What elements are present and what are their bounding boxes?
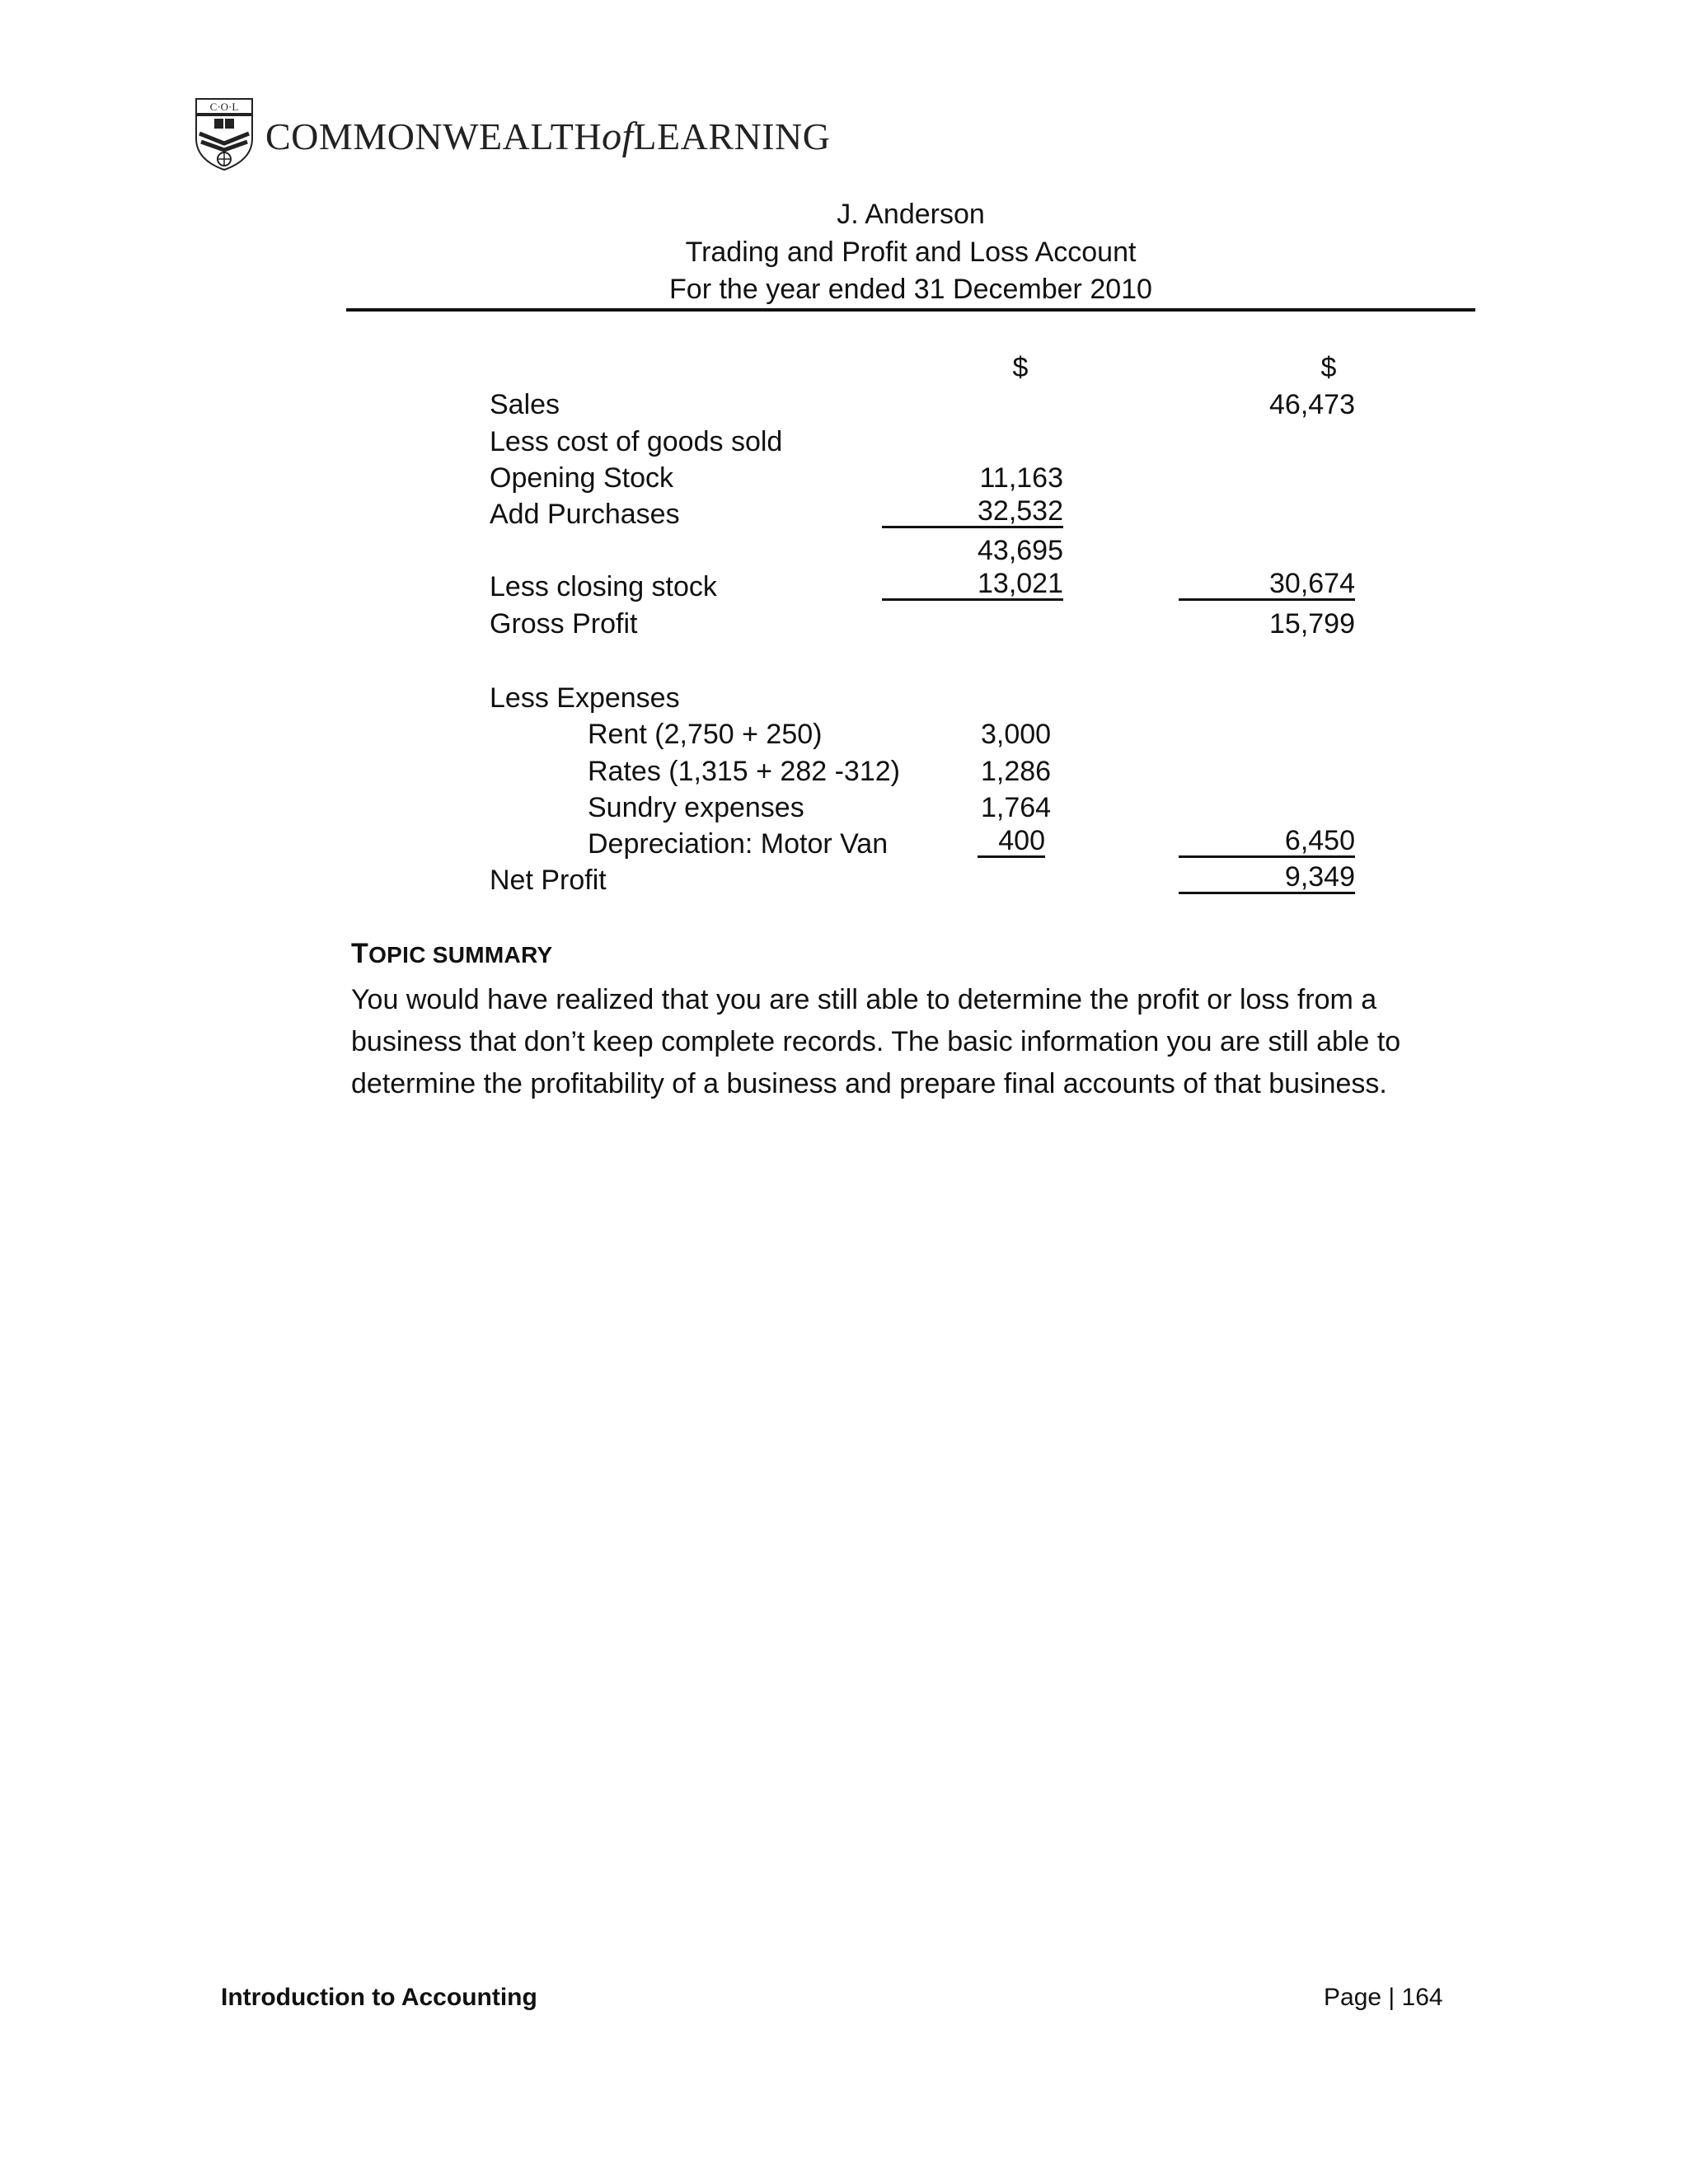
row-label: Less closing stock [490,571,717,602]
row-label: Gross Profit [490,608,638,640]
logo-wordmark: COMMONWEALTHofLEARNING [265,115,831,158]
col2-value: 46,473 [1269,389,1355,420]
commonwealth-of-learning-logo [195,97,831,171]
row-label: Net Profit [490,865,607,896]
col2-value: 30,674 [1179,569,1355,601]
row-label: Rent (2,750 + 250) [588,719,823,750]
row-label: Less Expenses [490,682,680,714]
row-subtotal [0,532,1688,569]
col1-value: 32,532 [882,496,1063,528]
row-depreciation [0,826,1688,862]
row-gross-profit [0,606,1688,642]
row-opening-stock [0,460,1688,496]
row-label: Sales [490,389,560,420]
row-sales [0,387,1688,423]
currency-col2: $ [1320,352,1337,383]
row-label: Depreciation: Motor Van [588,828,889,860]
col-shield-icon [195,97,254,171]
row-label: Add Purchases [490,499,680,530]
topic-summary-heading: TOPIC SUMMARY [351,938,553,969]
col1-value: 43,695 [978,535,1063,566]
row-rates [0,753,1688,790]
col1-value: 1,286 [981,756,1052,787]
row-label: Less cost of goods sold [490,426,783,457]
row-label: Rates (1,315 + 282 -312) [588,756,900,787]
currency-col1: $ [1012,352,1029,383]
row-rent [0,716,1688,752]
row-net-profit [0,862,1688,898]
svg-text:C·O·L: C·O·L [209,101,239,113]
footer-course-title: Introduction to Accounting [221,1984,537,2011]
row-sundry [0,790,1688,826]
col1-value: 11,163 [979,462,1063,494]
row-less-cogs [0,424,1688,460]
col1-value: 400 [978,826,1045,858]
row-less-expenses [0,680,1688,716]
statement-period: For the year ended 31 December 2010 [669,274,1152,305]
row-label: Sundry expenses [588,792,804,823]
col1-value: 3,000 [981,719,1052,750]
footer-page-number: Page | 164 [1324,1984,1443,2011]
heading-rule [346,308,1475,312]
row-closing-stock [0,569,1688,605]
col1-value: 1,764 [981,792,1052,823]
col2-value: 6,450 [1179,826,1355,858]
topic-summary-text: You would have realized that you are still able to determine the profit or loss from a business that don’t keep complete records. The basic information you are still able to determine the profitability of a business and prepare final accounts of that business. [351,984,1401,1099]
statement-title: Trading and Profit and Loss Account [685,237,1137,268]
row-label: Opening Stock [490,462,674,494]
col2-value: 9,349 [1179,862,1355,894]
currency-header-row [0,349,1688,386]
business-name: J. Anderson [837,199,985,230]
col2-value: 15,799 [1269,608,1355,640]
row-add-purchases [0,496,1688,532]
col1-value: 13,021 [882,569,1063,601]
